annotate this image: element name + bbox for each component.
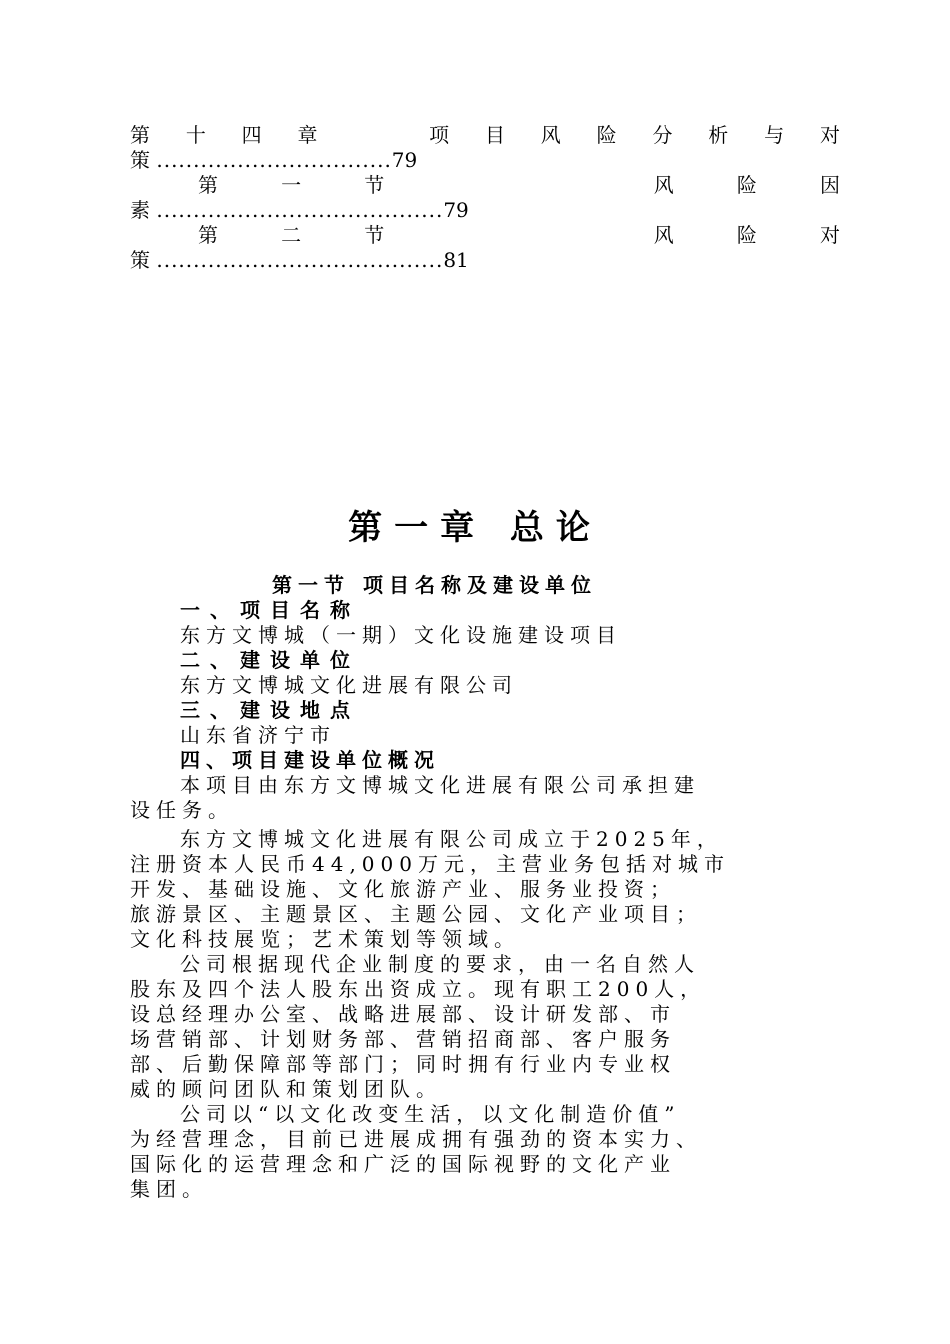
paragraph-line: 文化科技展览；艺术策划等领域。 [130,927,520,951]
heading-location: 三、建设地点 [180,698,360,722]
toc-char: 项 [429,123,450,147]
toc-entry-page-line[interactable] [130,198,840,223]
toc-char: 风 [540,123,561,147]
paragraph-line: 设任务。 [130,798,234,822]
toc-char: 险 [736,173,757,197]
toc-tail: 策 [130,248,150,272]
project-name-text: 东方文博城（一期）文化设施建设项目 [180,623,622,647]
paragraph-line: 旅游景区、主题景区、主题公园、文化产业项目； [130,902,702,926]
paragraph-line: 场营销部、计划财务部、营销招商部、客户服务 [130,1027,676,1051]
toc-char: 一 [281,173,302,197]
heading-unit-overview: 四、项目建设单位概况 [180,748,440,772]
toc-tail: 策 [130,148,150,172]
toc-gap [447,173,527,198]
toc-char: 四 [241,123,262,147]
paragraph-line: 设总经理办公室、战略进展部、设计研发部、市 [130,1002,676,1026]
toc-char: 分 [652,123,673,147]
paragraph-line: 公司根据现代企业制度的要求，由一名自然人 [180,952,700,976]
toc-char: 十 [185,123,206,147]
toc-char: 章 [297,123,318,147]
toc-char: 析 [708,123,729,147]
toc-char: 目 [484,123,505,147]
paragraph-line: 部、后勤保障部等部门；同时拥有行业内专业权 [130,1052,676,1076]
toc-char: 第 [198,223,218,247]
paragraph-line: 公司以“以文化改变生活，以文化制造价值” [180,1102,681,1126]
location-text: 山东省济宁市 [180,723,336,747]
toc-gap [353,123,393,148]
paragraph-line: 威的顾问团队和策划团队。 [130,1077,442,1101]
toc-char: 二 [281,223,302,247]
toc-char: 节 [364,173,385,197]
toc-char: 风 [653,173,674,197]
toc-entry-page-line[interactable] [130,248,840,273]
toc-entry-page-line[interactable] [130,148,840,173]
toc-gap [447,223,527,248]
paragraph-line: 集团。 [130,1177,208,1201]
paragraph-line: 国际化的运营理念和广泛的国际视野的文化产业 [130,1152,676,1176]
paragraph-line: 为经营理念，目前已进展成拥有强劲的资本实力、 [130,1127,702,1151]
toc-leader-dots: ....................................... [156,248,444,272]
heading-project-name: 一、项目名称 [180,598,360,622]
toc-entry-title-line[interactable] [198,223,840,248]
paragraph-line: 开发、基础设施、文化旅游产业、服务业投资； [130,877,676,901]
chapter-title: 第一章 总论 [348,508,602,548]
toc-char: 因 [819,173,840,197]
toc-char: 与 [764,123,785,147]
paragraph-line: 注册资本人民币44,000万元，主营业务包括对城市 [130,852,730,876]
toc-tail: 素 [130,198,150,222]
construction-unit-text: 东方文博城文化进展有限公司 [180,673,518,697]
toc-page-number: 81 [443,248,469,272]
toc-leader-dots: ....................................... [156,198,444,222]
toc-char: 第 [130,123,150,147]
toc-char: 第 [198,173,218,197]
toc-entry-title-line[interactable] [130,123,840,148]
toc-leader-dots: ................................ [156,148,392,172]
toc-entry-title-line[interactable] [198,173,840,198]
toc-page-number: 79 [391,148,418,172]
toc-char: 节 [364,223,385,247]
toc-char: 对 [819,123,840,147]
toc-char: 险 [736,223,757,247]
paragraph-line: 东方文博城文化进展有限公司成立于2025年， [180,827,723,851]
toc-char: 险 [596,123,617,147]
toc-page-number: 79 [443,198,469,222]
heading-construction-unit: 二、建设单位 [180,648,360,672]
paragraph-line: 股东及四个法人股东出资成立。现有职工200人， [130,977,707,1001]
paragraph-line: 本项目由东方文博城文化进展有限公司承担建 [180,773,700,797]
toc-char: 风 [653,223,674,247]
section-title: 第一节 项目名称及建设单位 [272,573,597,597]
toc-char: 对 [819,223,840,247]
